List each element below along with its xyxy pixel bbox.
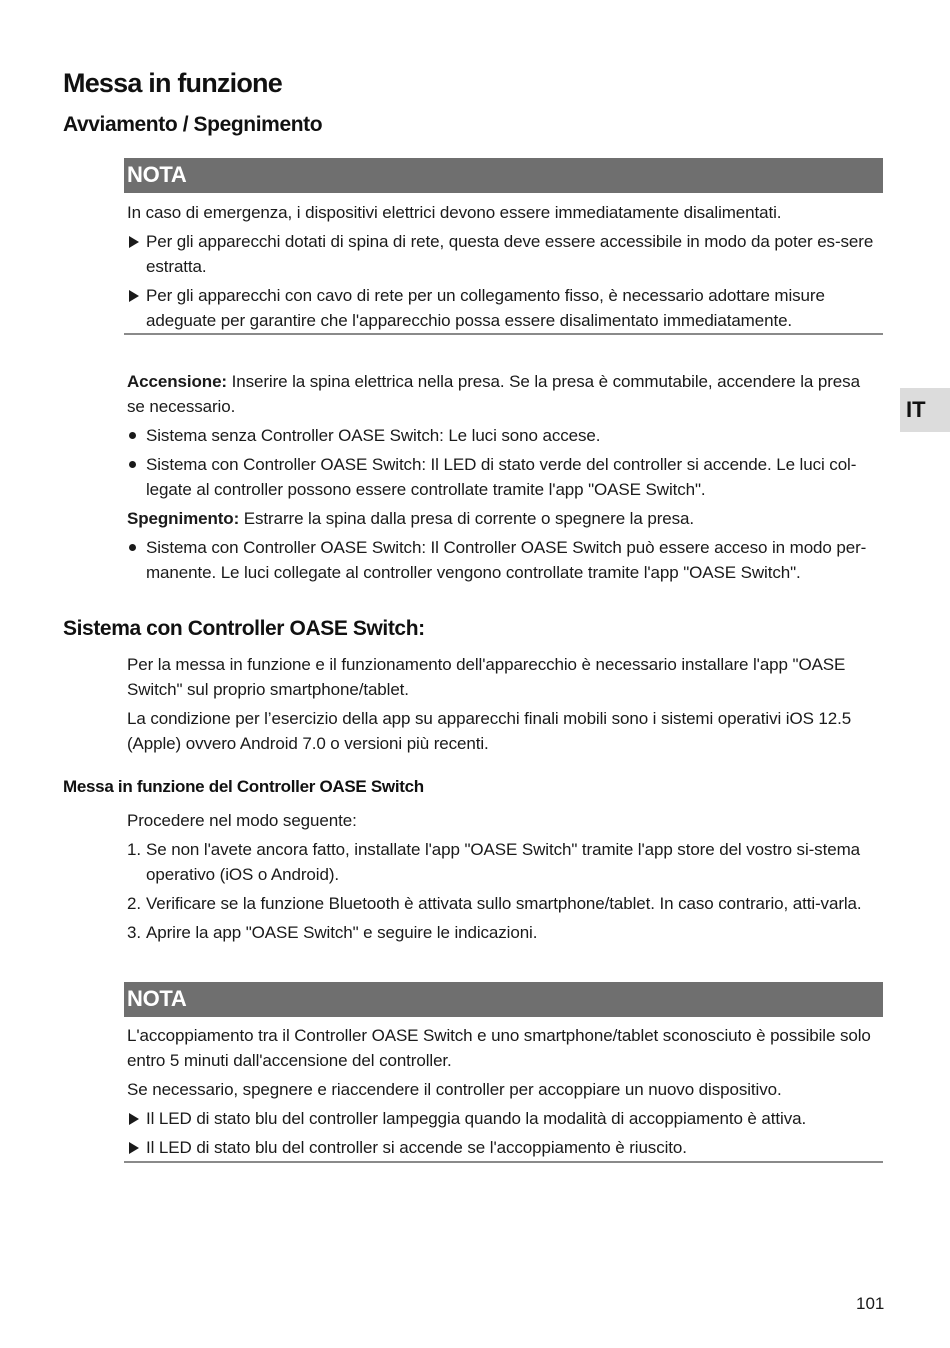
procedure-intro: Procedere nel modo seguente:: [127, 811, 357, 830]
nota-paragraph: Se necessario, spegnere e riaccendere il controller per accoppiare un nuovo dispositivo.: [127, 1080, 782, 1099]
language-tab-label: IT: [906, 397, 926, 422]
arrow-bullet-icon: [129, 1113, 139, 1125]
arrow-bullet-icon: [129, 1142, 139, 1154]
nota-bottom-rule: [124, 1161, 883, 1163]
list-item: [127, 535, 879, 585]
arrow-bullet-icon: [129, 290, 139, 302]
list-item-text: Sistema con Controller OASE Switch: Il LED di stato verde del controller si accende. Le luci col-legate al controller possono essere controllate tramite l'app "OASE Switch".: [146, 455, 857, 499]
paragraph: La condizione per l’esercizio della app su apparecchi finali mobili sono i sistemi operativi iOS 12.5 (Apple) ovvero Android 7.0 o versioni più recenti.: [127, 709, 852, 753]
list-item: [127, 423, 879, 448]
numbered-step: [127, 920, 879, 945]
spegnimento-label: Spegnimento:: [127, 509, 240, 528]
procedure-body: [127, 808, 879, 949]
spegnimento-text: Estrarre la spina dalla presa di corrente o spegnere la presa.: [239, 509, 694, 528]
step-number: 2.: [127, 894, 141, 913]
nota-label: NOTA: [127, 986, 187, 1011]
section-heading-messa-controller: Messa in funzione del Controller OASE Switch: [63, 777, 424, 796]
list-item: [127, 1135, 879, 1160]
bullet-dot-icon: [129, 461, 136, 468]
step-text: Se non l'avete ancora fatto, installate l'app "OASE Switch" tramite l'app store del vostro si-stema operativo (iOS o Android).: [146, 840, 860, 884]
nota-body: [127, 200, 879, 337]
list-item: [127, 1106, 879, 1131]
page-title: Messa in funzione: [63, 68, 282, 98]
nota-label: NOTA: [127, 162, 187, 187]
list-item-text: Per gli apparecchi con cavo di rete per un collegamento fisso, è necessario adottare misure adeguate per garantire che l'apparecchio possa essere disalimentato immediatamente.: [146, 286, 825, 330]
sistema-body: [127, 652, 879, 760]
list-item-text: Sistema senza Controller OASE Switch: Le luci sono accese.: [146, 426, 601, 445]
nota-text: In caso di emergenza, i dispositivi elettrici devono essere immediatamente disalimentati.: [127, 203, 782, 222]
list-item: [127, 283, 879, 333]
nota-body: [127, 1023, 879, 1164]
step-text: Verificare se la funzione Bluetooth è attivata sullo smartphone/tablet. In caso contrario, atti-varla.: [146, 894, 862, 913]
accensione-paragraph: [127, 369, 879, 419]
power-instructions: [127, 369, 879, 589]
accensione-label: Accensione:: [127, 372, 227, 391]
list-item-text: Il LED di stato blu del controller lampeggia quando la modalità di accoppiamento è attiva.: [146, 1109, 807, 1128]
nota-paragraph: L'accoppiamento tra il Controller OASE Switch e uno smartphone/tablet sconosciuto è possibile solo entro 5 minuti dall'accensione del controller.: [127, 1026, 871, 1070]
section-heading-avviamento: Avviamento / Spegnimento: [63, 113, 323, 136]
arrow-bullet-icon: [129, 236, 139, 248]
spegnimento-paragraph: [127, 506, 879, 531]
bullet-dot-icon: [129, 432, 136, 439]
list-item-text: Sistema con Controller OASE Switch: Il Controller OASE Switch può essere acceso in modo per-manente. Le luci collegate al controller vengono controllate tramite l'app "OASE Switch".: [146, 538, 867, 582]
numbered-step: [127, 837, 879, 887]
list-item: [127, 229, 879, 279]
step-number: 1.: [127, 840, 141, 859]
bullet-dot-icon: [129, 544, 136, 551]
list-item: [127, 452, 879, 502]
list-item-text: Per gli apparecchi dotati di spina di rete, questa deve essere accessibile in modo da poter es-sere estratta.: [146, 232, 874, 276]
accensione-text: Inserire la spina elettrica nella presa. Se la presa è commutabile, accendere la presa se necessario.: [127, 372, 860, 416]
nota-header-bar: [124, 158, 883, 193]
page-number: 101: [856, 1294, 885, 1313]
paragraph: Per la messa in funzione e il funzionamento dell'apparecchio è necessario installare l'app "OASE Switch" sul proprio smartphone/tablet.: [127, 655, 846, 699]
section-heading-sistema: Sistema con Controller OASE Switch:: [63, 617, 425, 640]
nota-bottom-rule: [124, 333, 883, 335]
step-number: 3.: [127, 923, 141, 942]
list-item-text: Il LED di stato blu del controller si accende se l'accoppiamento è riuscito.: [146, 1138, 687, 1157]
nota-header-bar: [124, 982, 883, 1017]
numbered-step: [127, 891, 879, 916]
step-text: Aprire la app "OASE Switch" e seguire le indicazioni.: [146, 923, 538, 942]
language-tab: [900, 388, 950, 432]
